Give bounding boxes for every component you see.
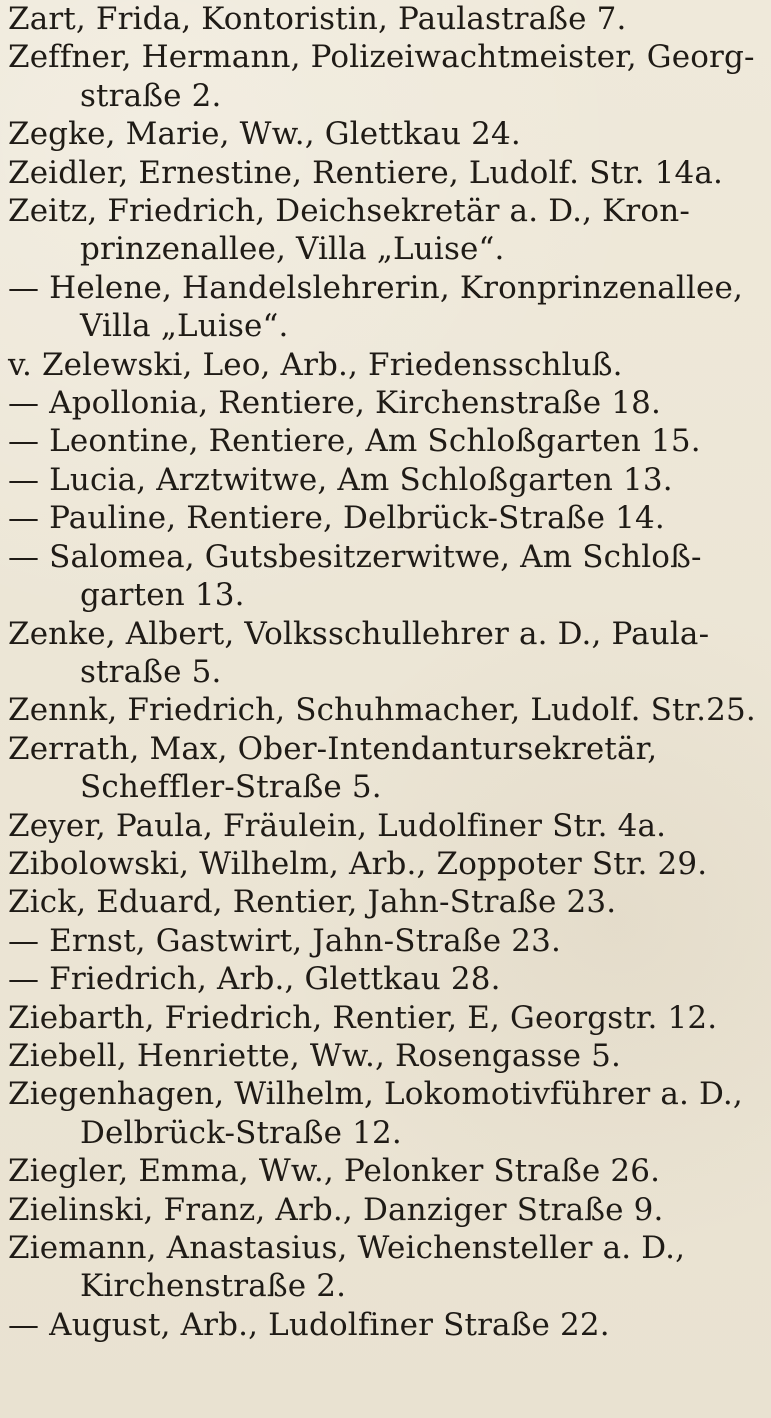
entry-zeitz-helene: — Helene, Handelslehrerin, Kronprinzenallee, [8, 269, 744, 306]
entry-ziegler-emma: Ziegler, Emma, Ww., Pelonker Straße 26. [8, 1153, 661, 1190]
entry-ziemann-anastasius: Ziemann, Anastasius, Weichensteller a. D., [8, 1230, 686, 1266]
entry-zeidler-ernestine: Zeidler, Ernestine, Rentiere, Ludolf. Str. 14a. [8, 154, 724, 191]
entry-zick-ernst: — Ernst, Gastwirt, Jahn-Straße 23. [8, 922, 562, 959]
entry-zart-frida: Zart, Frida, Kontoristin, Paulastraße 7. [8, 1, 627, 37]
entry-ziebell-henriette: Ziebell, Henriette, Ww., Rosengasse 5. [8, 1037, 622, 1074]
entry-zerrath-max-continuation: Scheffler-Straße 5. [80, 769, 382, 806]
entry-ziegenhagen-wilhelm-continuation: Delbrück-Straße 12. [80, 1114, 402, 1151]
entry-zelewski-lucia: — Lucia, Arztwitwe, Am Schloßgarten 13. [8, 461, 673, 498]
entry-zelewski-apollonia: — Apollonia, Rentiere, Kirchenstraße 18. [8, 385, 661, 422]
entry-zeffner-hermann: Zeffner, Hermann, Polizeiwachtmeister, Georg- [8, 39, 755, 76]
entry-zielinski-franz: Zielinski, Franz, Arb., Danziger Straße 9. [8, 1191, 664, 1228]
entry-zeffner-hermann-continuation: straße 2. [80, 77, 222, 114]
entry-zennk-friedrich: Zennk, Friedrich, Schuhmacher, Ludolf. Str.25. [8, 692, 756, 729]
entry-ziemann-anastasius-continuation: Kirchenstraße 2. [80, 1268, 347, 1305]
entry-zibolowski-wilhelm: Zibolowski, Wilhelm, Arb., Zoppoter Str. 29. [8, 845, 708, 882]
entry-zeitz-friedrich: Zeitz, Friedrich, Deichsekretär a. D., Kron- [8, 193, 690, 230]
entry-zeyer-paula: Zeyer, Paula, Fräulein, Ludolfiner Str. 4a. [8, 807, 667, 844]
entry-zelewski-pauline: — Pauline, Rentiere, Delbrück-Straße 14. [8, 500, 665, 537]
entry-zegke-marie: Zegke, Marie, Ww., Glettkau 24. [8, 116, 521, 153]
entry-zelewski-leo: v. Zelewski, Leo, Arb., Friedensschluß. [8, 346, 623, 383]
entry-zelewski-leontine: — Leontine, Rentiere, Am Schloßgarten 15. [8, 423, 701, 460]
entry-zenke-albert: Zenke, Albert, Volksschullehrer a. D., Paula- [8, 615, 710, 652]
entry-zeitz-friedrich-continuation: prinzenallee, Villa „Luise“. [80, 231, 505, 268]
entry-ziemann-august: — August, Arb., Ludolfiner Straße 22. [8, 1306, 610, 1343]
entry-zelewski-salomea: — Salomea, Gutsbesitzerwitwe, Am Schloß- [8, 538, 702, 575]
entry-zelewski-salomea-continuation: garten 13. [80, 577, 245, 614]
entry-zick-eduard: Zick, Eduard, Rentier, Jahn-Straße 23. [8, 884, 617, 921]
entry-ziebarth-friedrich: Ziebarth, Friedrich, Rentier, E, Georgstr. 12. [8, 999, 718, 1036]
entry-ziegenhagen-wilhelm: Ziegenhagen, Wilhelm, Lokomotivführer a. D., [8, 1076, 743, 1113]
entry-zenke-albert-continuation: straße 5. [80, 653, 222, 690]
entry-zerrath-max: Zerrath, Max, Ober-Intendantursekretär, [8, 730, 658, 767]
entry-zeitz-helene-continuation: Villa „Luise“. [80, 308, 289, 345]
entry-zick-friedrich: — Friedrich, Arb., Glettkau 28. [8, 961, 501, 998]
